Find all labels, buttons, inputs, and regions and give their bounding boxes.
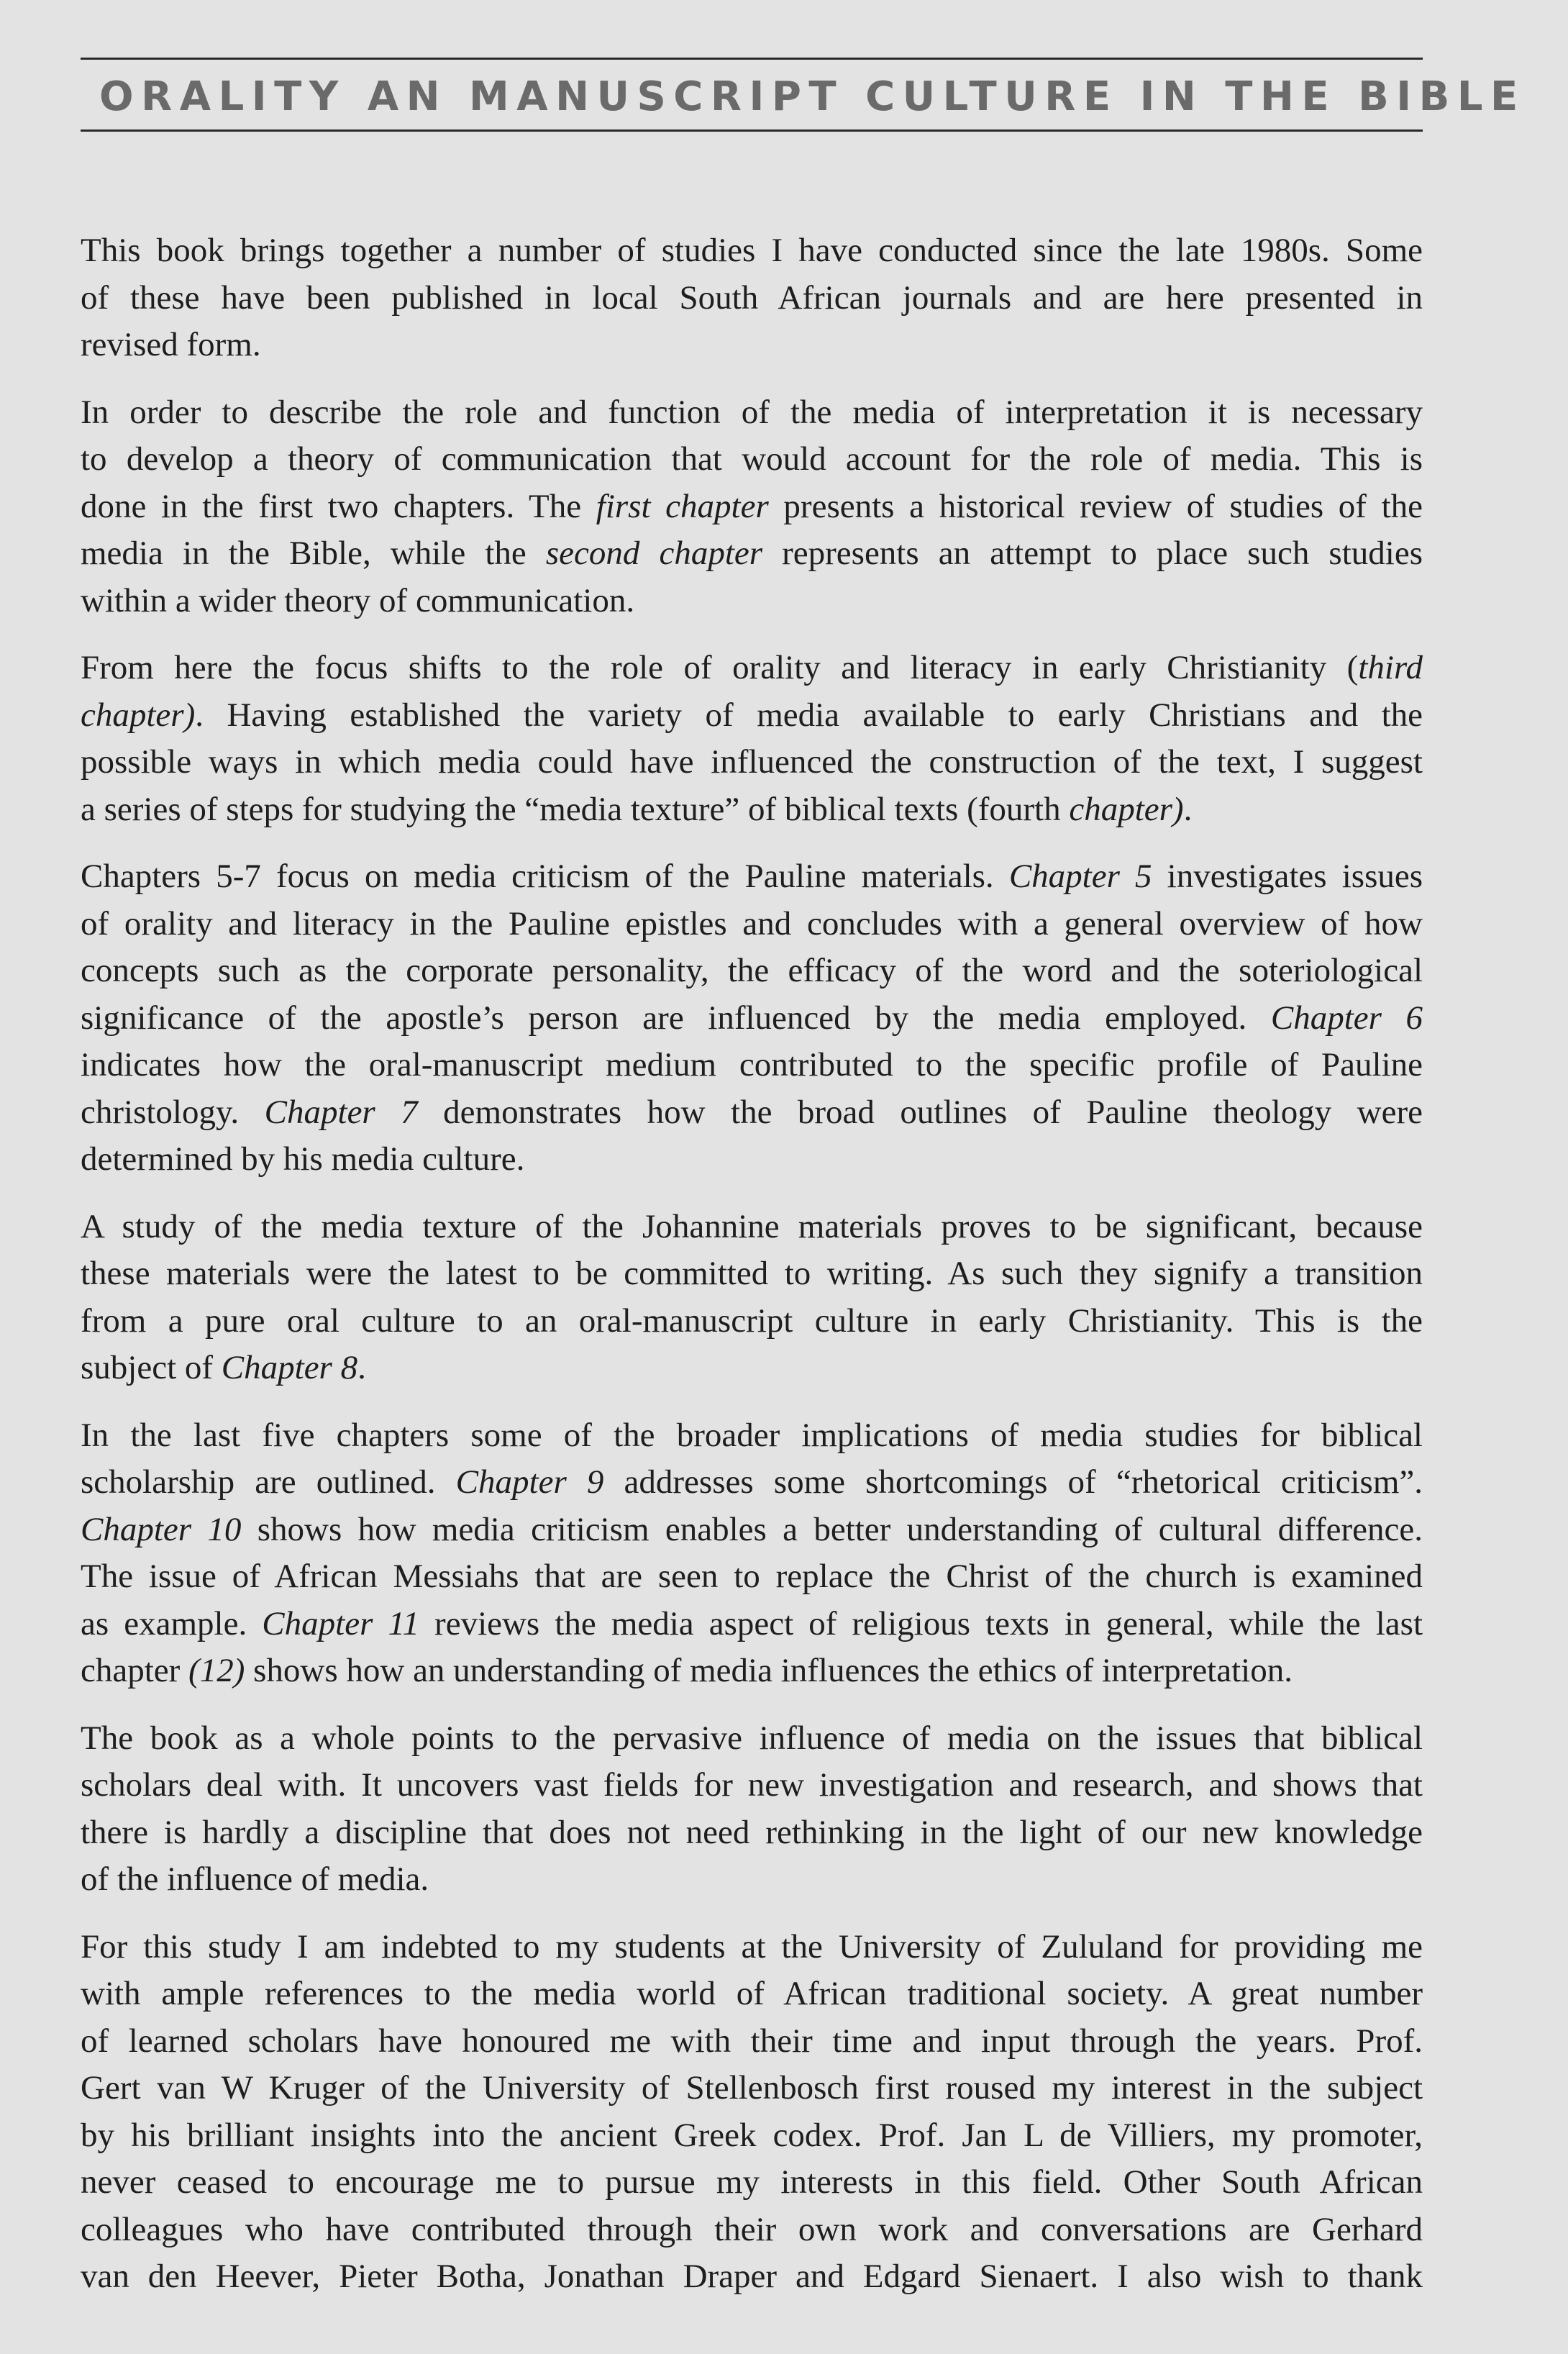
text-line: concepts such as the corporate personality, the efficacy of the word and the soteriological [81, 952, 1423, 989]
text-line: of learned scholars have honoured me with their time and input through the years. Prof. [81, 2022, 1423, 2060]
running-head-title: ORALITY AN MANUSCRIPT CULTURE IN THE BIBLE [99, 73, 1526, 120]
paragraph [81, 853, 1423, 1183]
text-line: indicates how the oral-manuscript medium contributed to the specific profile of Pauline [81, 1046, 1423, 1083]
paragraph [81, 389, 1423, 625]
text-line: scholarship are outlined. Chapter 9 addresses some shortcomings of “rhetorical criticism”. [81, 1463, 1423, 1501]
text-line: chapter (12) shows how an understanding of media influences the ethics of interpretation. [81, 1652, 1293, 1689]
book-page [81, 52, 1526, 2321]
text-line: as example. Chapter 11 reviews the media aspect of religious texts in general, while the last [81, 1604, 1423, 1642]
text-line: scholars deal with. It uncovers vast fields for new investigation and research, and shows that [81, 1766, 1423, 1804]
text-line: Chapters 5-7 focus on media criticism of the Pauline materials. Chapter 5 investigates issues [81, 858, 1423, 895]
text-line: of these have been published in local South African journals and are here presented in [81, 278, 1423, 317]
paragraph [81, 1715, 1423, 1904]
text-line: The book as a whole points to the pervasive influence of media on the issues that biblical [81, 1719, 1423, 1757]
text-line: these materials were the latest to be committed to writing. As such they signify a transition [81, 1255, 1423, 1292]
text-line: done in the first two chapters. The first chapter presents a historical review of studies of the [81, 487, 1423, 525]
text-line: never ceased to encourage me to pursue my interests in this field. Other South African [81, 2163, 1423, 2201]
paragraph [81, 227, 1423, 369]
text-line: with ample references to the media world of African traditional society. A great number [81, 1975, 1423, 2012]
body-text [81, 227, 1423, 2301]
text-line: chapter). Having established the variety of media available to early Christians and the [81, 696, 1423, 734]
text-line: of the influence of media. [81, 1860, 429, 1898]
text-line: there is hardly a discipline that does not need rethinking in the light of our new knowledge [81, 1813, 1423, 1851]
text-line: From here the focus shifts to the role of orality and literacy in early Christianity (third [81, 649, 1423, 686]
text-line: determined by his media culture. [81, 1140, 525, 1178]
text-line: from a pure oral culture to an oral-manuscript culture in early Christianity. This is the [81, 1301, 1423, 1340]
text-line: of orality and literacy in the Pauline epistles and concludes with a general overview of how [81, 904, 1423, 942]
text-line: The issue of African Messiahs that are seen to replace the Christ of the church is examined [81, 1558, 1423, 1595]
paragraph [81, 645, 1423, 833]
text-line: christology. Chapter 7 demonstrates how the broad outlines of Pauline theology were [81, 1093, 1423, 1131]
text-line: For this study I am indebted to my students at the University of Zululand for providing me [81, 1927, 1423, 1966]
text-line: Gert van W Kruger of the University of Stellenbosch first roused my interest in the subject [81, 2069, 1423, 2107]
running-head [81, 52, 1526, 137]
text-line: Chapter 10 shows how media criticism enables a better understanding of cultural difference. [81, 1510, 1423, 1548]
text-line: possible ways in which media could have influenced the construction of the text, I suggest [81, 743, 1423, 781]
text-line: a series of steps for studying the “media texture” of biblical texts (fourth chapter). [81, 790, 1193, 828]
text-line: subject of Chapter 8. [81, 1349, 366, 1386]
running-head-top-rule [81, 58, 1423, 60]
text-line: A study of the media texture of the Johannine materials proves to be significant, because [81, 1207, 1423, 1245]
text-line: revised form. [81, 326, 261, 363]
paragraph [81, 1412, 1423, 1695]
paragraph [81, 1204, 1423, 1392]
text-line: In order to describe the role and function of the media of interpretation it is necessary [81, 393, 1423, 431]
text-line: within a wider theory of communication. [81, 581, 635, 619]
paragraph [81, 1924, 1423, 2301]
text-line: to develop a theory of communication that would account for the role of media. This is [81, 440, 1423, 478]
text-line: significance of the apostle’s person are influenced by the media employed. Chapter 6 [81, 999, 1423, 1037]
text-line: In the last five chapters some of the broader implications of media studies for biblical [81, 1416, 1423, 1454]
text-line: colleagues who have contributed through their own work and conversations are Gerhard [81, 2210, 1423, 2248]
text-line: by his brilliant insights into the ancient Greek codex. Prof. Jan L de Villiers, my promoter, [81, 2116, 1423, 2154]
text-line: This book brings together a number of studies I have conducted since the late 1980s. Some [81, 232, 1423, 269]
running-head-bottom-rule [81, 129, 1423, 132]
text-line: van den Heever, Pieter Botha, Jonathan Draper and Edgard Sienaert. I also wish to thank [81, 2258, 1423, 2295]
text-line: media in the Bible, while the second chapter represents an attempt to place such studies [81, 535, 1423, 572]
